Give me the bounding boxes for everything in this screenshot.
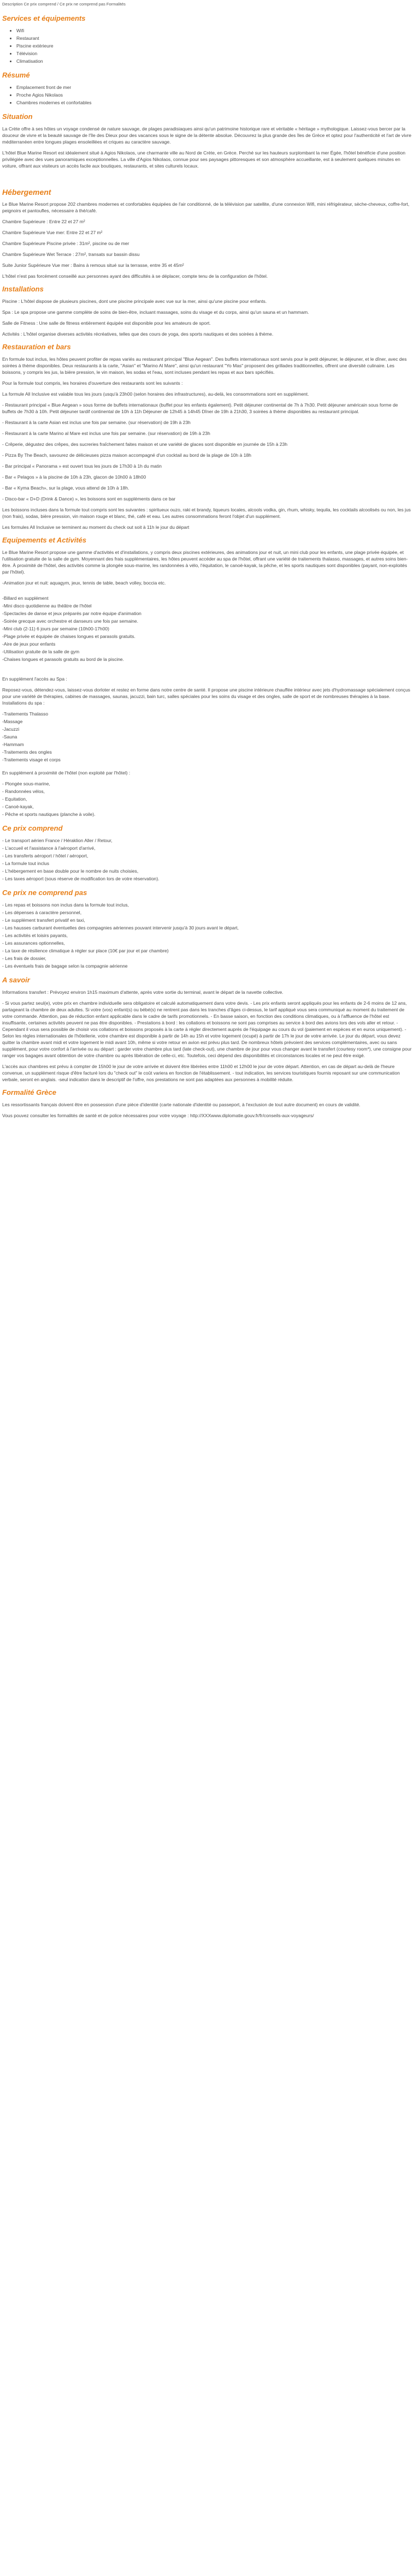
list-item: -Mini club (2-11) 6 jours par semaine (10h00-17h00) [2,626,109,631]
paragraph: Chambre Supérieure Piscine privée : 31m², piscine ou de mer [2,241,129,246]
list-item: -Chaises longues et parasols gratuits au bord de la piscine. [2,657,125,662]
paragraph: - Bar « Kyma Beach», sur la plage, vous attend de 10h à 18h. [2,485,129,491]
section-heading: Ce prix ne comprend pas [2,889,87,897]
list-item: • Wifi [16,27,412,34]
list-item: -Spectacles de danse et jeux préparés par notre équipe d'animation [2,611,141,616]
paragraph: - Restaurant à la carte Asian est inclus une fois par semaine. (sur réservation) de 19h à 23h [2,420,191,425]
paragraph: Pour la formule tout compris, les horaires d'ouverture des restaurants sont les suivants : [2,380,183,386]
paragraph: - Bar « Pelagos » à la piscine de 10h à 23h, glacon de 10h00 à 18h00 [2,474,146,480]
paragraph: L'hôtel Blue Marine Resort est idéalement situé à Agios Nikolaos, une charmante ville au Nord de Crète, en Grèce. Perché sur les hauteurs surplombant la mer Égée, l'hôtel bénéficie d'une position privilégiée avec des vues panoramiques exceptionnelles. La ville d'Agios Nikolaos, connue pour ses paysages pittoresques et son atmosphère accueillante, est à seulement quelques minutes en voiture, offrant aux visiteurs un accès facile aux boutiques, restaurants, et sites culturels locaux. [2,150,406,169]
list-item: - Les frais de dossier, [2,956,46,961]
list-item: - L'accueil et l'assistance à l'aéroport d'arrivé, [2,845,96,851]
paragraph: Les boissons incluses dans la formule tout compris sont les suivantes : spiritueux ouzo, raki et brandy, liqueurs locales, alcools vodka, gin, rhum, whisky, tequila, les cocktails alcoolisés ou non, les jus (non frais), sodas, bière pression, vin maison rouge et blanc, thé, café et eau. Les autres consommations feront l'objet d'un supplément. [2,507,411,519]
section-heading: Equipements et Activités [2,536,87,544]
section-heading: Résumé [2,71,30,79]
tab-bar[interactable]: Description Ce prix comprend / Ce prix ne comprend pas Formalités [2,2,126,7]
paragraph: Chambre Supérieure Vue mer: Entre 22 et 27 m² [2,230,103,235]
page-content [0,0,414,1119]
line-list [2,837,412,882]
paragraph: En supplément l'accès au Spa : [2,676,67,682]
list-item: • Emplacement front de mer [16,84,412,91]
list-item: -Plage privée et équipée de chaises longues et parasols gratuits. [2,634,135,639]
list-item: -Massage [2,719,23,724]
paragraph: Spa : Le spa propose une gamme complète de soins de bien-être, incluant massages, soins du visage et du corps, ainsi qu'un sauna et un hammam. [2,309,309,315]
list-item: -Animation jour et nuit: aquagym, jeux, tennis de table, beach volley, boccia etc. [2,580,166,586]
list-item: • Climatisation [16,58,412,64]
paragraph: Suite Junior Supérieure Vue mer : Bains à remous situé sur la terrasse, entre 35 et 45m² [2,263,184,268]
section-heading: Restauration et bars [2,343,71,351]
list-item: -Utilisation gratuite de la salle de gym [2,649,80,654]
paragraph: L'accès aux chambres est prévu à compter de 15h00 le jour de votre arrivée et doivent être libérées entre 11h00 et 12h00 le jour de votre départ. Attention, en cas de départ au-delà de l'heure convenue, un supplément risque d'être facturé lors du "check out" le coût variera en fonction de l'établissement. - tout indication, les services touristiques fournis reposant sur une communication verbale, seront en anglais. -seul indication dans le descriptif de l'offre, nos prestations ne sont pas adaptées aux personnes à mobilité réduite. [2,1064,400,1082]
list-item: -Jacuzzi [2,726,20,732]
paragraph: Piscine : L'hôtel dispose de plusieurs piscines, dont une piscine principale avec vue sur la mer, ainsi qu'une piscine pour enfants. [2,299,267,304]
list-item: - Equitation, [2,796,27,802]
paragraph: - Crêperie, dégustez des crêpes, des sucreries fraîchement faites maison et une variété de glaces sont disponible en journée de 15h à 23h [2,442,288,447]
paragraph: Les ressortissants français doivent être en possession d'une pièce d'identité (carte nationale d'identité ou passeport, à l'exclusion de tout autre document) en cours de validité. [2,1102,360,1107]
section-heading: Hébergement [2,188,51,196]
list-item: - Randonnées vélos, [2,789,45,794]
paragraph: - Si vous partez seul(e), votre prix en chambre individuelle sera obligatoire et calculé automatiquement dans votre devis. - Les prix enfants seront appliqués pour les enfants de 2-6 moins de 12 ans, partageant la chambre de deux adultes. Si votre (vos) enfant(s) ou bébé(s) ne rentrent pas dans les tranches d'âges ci-dessus, le tarif appliqué vous sera communiqué au moment du traitement de votre commande. Attention, pas de réduction enfant applicable dans le cadre de tarifs promotionnels. - En basse saison, en fonction des conditions climatiques, ou à l'affluence de l'hôtel est insuffisante, certaines activités peuvent ne pas être disponibles. - Prestations à bord : les collations et boissons ne sont pas comprises au service à bord des avions lors des vols aller et retour. - Cependant il vous sera possible de choisir vos collations et boissons proposés à la carte à régler directement auprès de l'équipage au cours du vol (paiement en espèces et en euros uniquement). - Selon les règles internationales de l'hôtellerie, votre chambre est disponible à partir de 14h au 15h et votre logement (ocupé) à partir de 17h le jour de votre arrivée. Le jour du départ, vous devez quitter la chambre avant midi et votre logement le midi avant 10h, même si votre retour en avion est prévu plus tard. De nombreux hôtels prévoient des services complémentaires, avec ou sans supplément, pour votre confort à l'arrivée ou au départ : garder votre chambre plus tard (late check-out), une chambre de jour pour vous changer avant le transfert (courtesy room*), une consigne pour ranger vos bagages avant obtention de votre chambre ou après libération de celle-ci, etc. Toutefois, ceci dépend des disponibilités et circonstances locales et ne peut être exigé. [2,1000,412,1058]
list-item: -Soirée grecque avec orchestre et danseurs une fois par semaine. [2,618,138,624]
paragraph: En formule tout inclus, les hôtes peuvent profiter de repas variés au restaurant principal "Blue Aegean". Des buffets internationaux sont servis pour le petit déjeuner, le déjeuner, et le dîner, avec des soirées à thème disponibles. Deux restaurants à la carte, "Asian" et "Marino Al Mare", ainsi qu'un restaurant "Yo Mas" proposent des grillades traditionnelles, offrent une diversité culinaire. Les boissons, y compris les jus, la bière pression, le vin maison, les sodas et l'eau, sont incluses pendant les repas et aux bars spécifiés. [2,356,407,375]
bullet-list [2,27,412,64]
bullet-list [2,84,412,106]
line-list [2,711,412,763]
paragraph: - Bar principal « Panorama » est ouvert tous les jours de 17h30 à 1h du matin [2,463,162,469]
paragraph: Les formules All Inclusive se terminent au moment du check out soit à 11h le jour du départ [2,524,190,530]
paragraph: L'hôtel n'est pas forcément conseillé aux personnes ayant des difficultés à se déplacer, compte tenu de la configuration de l'hôtel. [2,273,268,279]
section-heading: A savoir [2,976,30,984]
list-item: -Sauna [2,734,17,740]
list-item: -Aire de jeux pour enfants [2,641,56,647]
section-heading: Formalité Grèce [2,1088,56,1096]
paragraph: Chambre Supérieure : Entre 22 et 27 m² [2,219,85,224]
paragraph: Activités : L'hôtel organise diverses activités récréatives, telles que des cours de yoga, des sports nautiques et des soirées à thème. [2,331,274,337]
list-item: - Les hausses carburant éventuelles des compagnies aériennes pouvant intervenir jusqu'à 30 jours avant le départ, [2,925,239,931]
spacer [2,669,412,676]
list-item: -Traitements visage et corps [2,757,61,762]
paragraph: Reposez-vous, détendez-vous, laissez-vous dorloter et restez en forme dans notre centre de santé. Il propose une piscine intérieure chauffée intérieur avec jets d'hydromassage spécialement conçus pour une variété de thérapies, cabines de massages, saunas, jacuzzi, bain turc, salles spéciales pour les soins du visage et des ongles, salle de sport et de nombreuses thérapies à la base. Installations du spa : [2,687,411,706]
list-item: • Proche Agios Nikolaos [16,92,412,98]
list-item: - Les transferts aéroport / hôtel / aéroport, [2,853,88,858]
list-item: - Plongée sous-marine, [2,781,50,786]
list-item: -Traitements Thalasso [2,711,49,717]
list-item: • Piscine extérieure [16,43,412,49]
line-list [2,580,412,663]
line-list [2,780,412,818]
list-item: • Restaurant [16,35,412,41]
paragraph: Salle de Fitness : Une salle de fitness entièrement équipée est disponible pour les amateurs de sport. [2,320,211,326]
section-heading: Services et équipements [2,14,86,22]
paragraph: - Restaurant à la carte Marino al Mare est inclus une fois par semaine. (sur réservation) de 19h à 23h [2,431,210,436]
paragraph: La Crète offre à ses hôtes un voyage condensé de nature sauvage, de plages paradisiaques ainsi qu'un patrimoine historique rare et véritable « héritage » mythologique. Laissez-vous bercer par la douceur de vivre et la beauté sauvage de l'île des Dieux pour des vacances sous le signe de la détente absolue. Découvrez la plus grande des îles de Grèce et optez pour l'authenticité et l'art de vivre méditerranéen entre longues plages ensoleillées et criques au caractère sauvage. [2,126,412,145]
paragraph: La formule All Inclusive est valable tous les jours (usqu'à 23h00 (selon horaires des infrastructures), au-delà, les consommations sont en supplément. [2,391,309,397]
paragraph: Informations transfert : Prévoyez environ 1h15 maximum d'attente, après votre sortie du terminal, avant le départ de la navette collective. [2,989,283,995]
description-body [2,14,412,1119]
list-item: - Les repas et boissons non inclus dans la formule tout inclus, [2,902,129,908]
paragraph: Le Blue Marine Resort propose 202 chambres modernes et confortables équipées de l'air conditionné, de la télévision par satellite, d'une connexion Wifi, mini réfrigérateur, sèche-cheveux, coffre-fort, peignoirs et pantoufles, nécessaire à thé/café. [2,201,410,213]
list-item: - Les taxes aéroport (sous réserve de modification lors de votre réservation). [2,876,159,881]
list-item: - Pêche et sports nautiques (planche à voile). [2,812,96,817]
list-item [2,587,412,594]
line-list [2,902,412,969]
list-item: - Les activités et loisirs payants, [2,933,68,938]
list-item: - L'hébergement en base double pour le nombre de nuits choisies, [2,868,139,874]
list-item: - Canoë-kayak, [2,804,34,809]
list-item: • Chambres modernes et confortables [16,99,412,106]
list-item: • Télévision [16,50,412,57]
section-heading: Ce prix comprend [2,824,63,832]
paragraph: En supplément à proximité de l'hôtel (non exploité par l'hôtel) : [2,770,131,776]
list-item: - Les éventuels frais de bagage selon la compagnie aérienne [2,963,128,969]
paragraph: Chambre Supérieure Wet Terrace : 27m², transats sur bassin dissu [2,252,140,257]
list-item: - Le transport aérien France / Héraklion Aller / Retour, [2,838,113,843]
paragraph: - Pizza By The Beach, savourez de délicieuses pizza maison accompagné d'un cocktail au bord de la plage de 10h à 18h [2,452,252,458]
list-item: - Les dépenses à caractère personnel, [2,910,82,915]
list-item: -Traitements des ongles [2,749,52,755]
paragraph: Vous pouvez consulter les formalités de santé et de police nécessaires pour votre voyage : http://XXXwww.diplomatie.gouv.fr/fr/conseils-aux-voyageurs/ [2,1113,314,1118]
paragraph: - Restaurant principal « Blue Aegean » sous forme de buffets internationaux (buffet pour les enfants également). Petit déjeuner continental de 7h à 7h30. Petit déjeuner américain sous forme de buffets de 7h30 à 10h. Petit déjeuner tardif continental de 10h à 11h Déjeuner de 12h45 à 14h45 Dîner de 19h à 21h30, 3 soirées à thème disponibles au restaurant principal. [2,402,398,414]
paragraph: Le Blue Marine Resort propose une gamme d'activités et d'installations, y compris deux piscines extérieures, des animations jour et nuit, un mini club pour les enfants, une plage privée équipée, et l'utilisation gratuite de la salle de gym. Moyennant des frais supplémentaires, les hôtes peuvent accéder au spa de l'hôtel, offrant une variété de traitements thalasso, massages, et autres soins bien-être. À proximité de l'hôtel, des activités comme la plongée sous-marine, les randonnées à vélo, l'équitation, le canoë-kayak, la pêche, et les sports nautiques sont disponibles (payant, non-exploités par l'hôtel). [2,550,408,575]
spacer [2,174,412,180]
section-heading: Installations [2,285,44,293]
list-item: - Les assurances optionnelles, [2,940,65,946]
list-item: -Billard en supplément [2,595,49,601]
section-heading: Situation [2,112,33,121]
list-item: -Hammam [2,742,24,747]
list-item: - La formule tout inclus [2,861,49,866]
list-item: -Mini disco quotidienne au théâtre de l'hôtel [2,603,92,609]
paragraph: - Disco-bar « D+D (Drink & Dance) », les boissons sont en suppléments dans ce bar [2,496,176,502]
list-item: - La taxe de résilience climatique à régler sur place (10€ par jour et par chambre) [2,948,169,953]
list-item: - Le supplément transfert privatif en taxi, [2,917,85,923]
